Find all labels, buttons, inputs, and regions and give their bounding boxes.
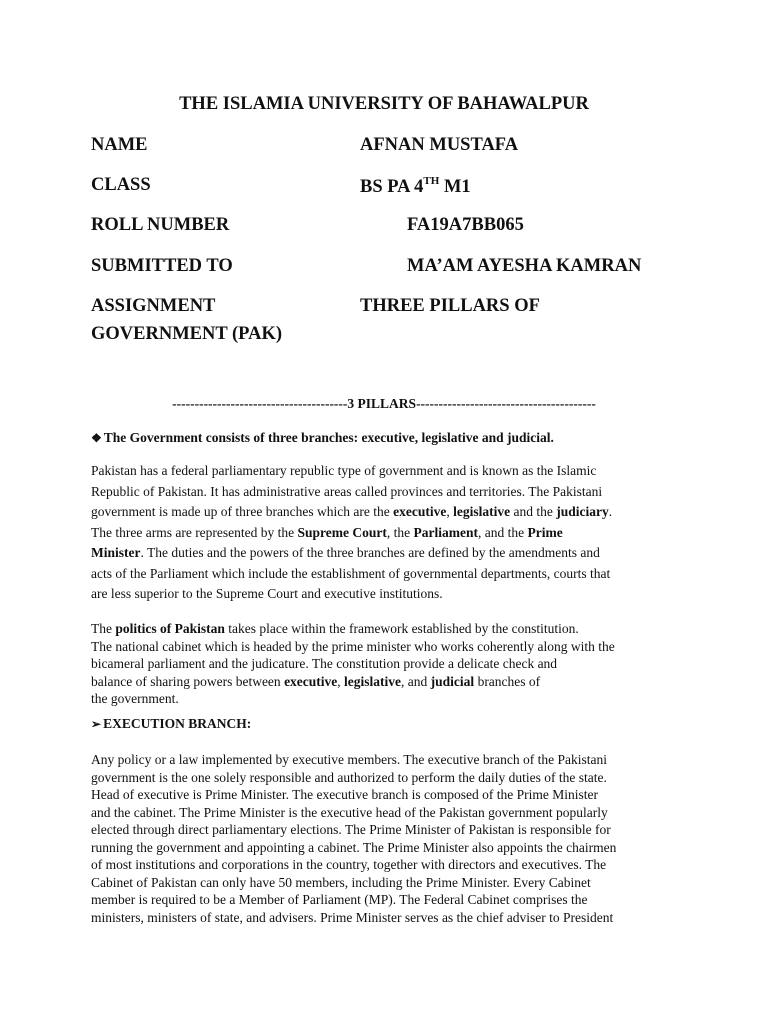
text-line: The politics of Pakistan takes place within the framework established by the constitution.	[91, 621, 579, 636]
class-value: BS PA 4TH M1	[360, 175, 471, 197]
assignment-value: THREE PILLARS OF	[360, 296, 540, 316]
text-line: running the government and appointing a cabinet. The Prime Minister also appoints the chairmen	[91, 839, 617, 855]
university-title: THE ISLAMIA UNIVERSITY OF BAHAWALPUR	[179, 94, 589, 114]
intro-heading-text: The Government consists of three branches: executive, legislative and judicial.	[103, 430, 554, 445]
text-line: Republic of Pakistan. It has administrative areas called provinces and territories. The Pakistani	[91, 483, 603, 499]
name-label: NAME	[91, 135, 148, 155]
text-line: elected through direct parliamentary elections. The Prime Minister of Pakistan is responsible for	[91, 822, 611, 837]
text-line: Pakistan has a federal parliamentary republic type of government and is known as the Islamic	[91, 463, 597, 478]
paragraph-execution-branch	[91, 751, 681, 926]
submitted-to-value: MA’AM AYESHA KAMRAN	[407, 256, 642, 276]
text-line: Minister. The duties and the powers of the three branches are defined by the amendments and	[91, 545, 600, 560]
paragraph-politics-of-pakistan	[91, 620, 681, 708]
text-line: government is the one solely responsible and authorized to perform the daily duties of the state.	[91, 769, 607, 785]
paragraph-government-overview	[91, 461, 681, 605]
text-line: government is made up of three branches which are the executive, legislative and the judiciary.	[91, 504, 613, 519]
text-line: are less superior to the Supreme Court and executive institutions.	[91, 586, 443, 601]
text-line: bicameral parliament and the judicature. The constitution provide a delicate check and	[91, 656, 558, 671]
execution-branch-heading	[91, 716, 251, 732]
text-line: Any policy or a law implemented by executive members. The executive branch of the Pakistani	[91, 752, 607, 767]
roll-number-label: ROLL NUMBER	[91, 215, 230, 235]
text-line: The national cabinet which is headed by the prime minister who works coherently along with the	[91, 638, 615, 654]
text-line: The three arms are represented by the Supreme Court, the Parliament, and the Prime	[91, 524, 563, 540]
class-label: CLASS	[91, 175, 151, 195]
text-line: acts of the Parliament which include the establishment of governmental departments, courts that	[91, 565, 611, 581]
text-line: Head of executive is Prime Minister. The executive branch is composed of the Prime Minister	[91, 787, 598, 802]
roll-number-value: FA19A7BB065	[407, 215, 524, 235]
text-line: and the cabinet. The Prime Minister is the executive head of the Pakistan government popularly	[91, 804, 608, 820]
name-value: AFNAN MUSTAFA	[360, 135, 519, 155]
arrow-bullet-icon: ➢	[91, 717, 102, 731]
text-line: the government.	[91, 691, 179, 706]
section-divider: ---------------------------------------3 PILLARS----------------------------------------	[172, 396, 596, 411]
intro-heading	[91, 430, 554, 446]
text-line: member is required to be a Member of Parliament (MP). The Federal Cabinet comprises the	[91, 892, 588, 907]
diamond-bullet-icon: ❖	[91, 431, 102, 445]
assignment-label: ASSIGNMENT	[91, 296, 216, 316]
text-line: Cabinet of Pakistan can only have 50 members, including the Prime Minister. Every Cabinet	[91, 874, 591, 890]
submitted-to-label: SUBMITTED TO	[91, 256, 233, 276]
text-line: of most institutions and corporations in the country, together with directors and executives. The	[91, 857, 607, 872]
assignment-value-continued: GOVERNMENT (PAK)	[91, 324, 282, 344]
text-line: balance of sharing powers between executive, legislative, and judicial branches of	[91, 673, 541, 689]
execution-branch-heading-text: EXECUTION BRANCH:	[103, 716, 252, 731]
text-line: ministers, ministers of state, and advisers. Prime Minister serves as the chief adviser to President	[91, 909, 614, 925]
